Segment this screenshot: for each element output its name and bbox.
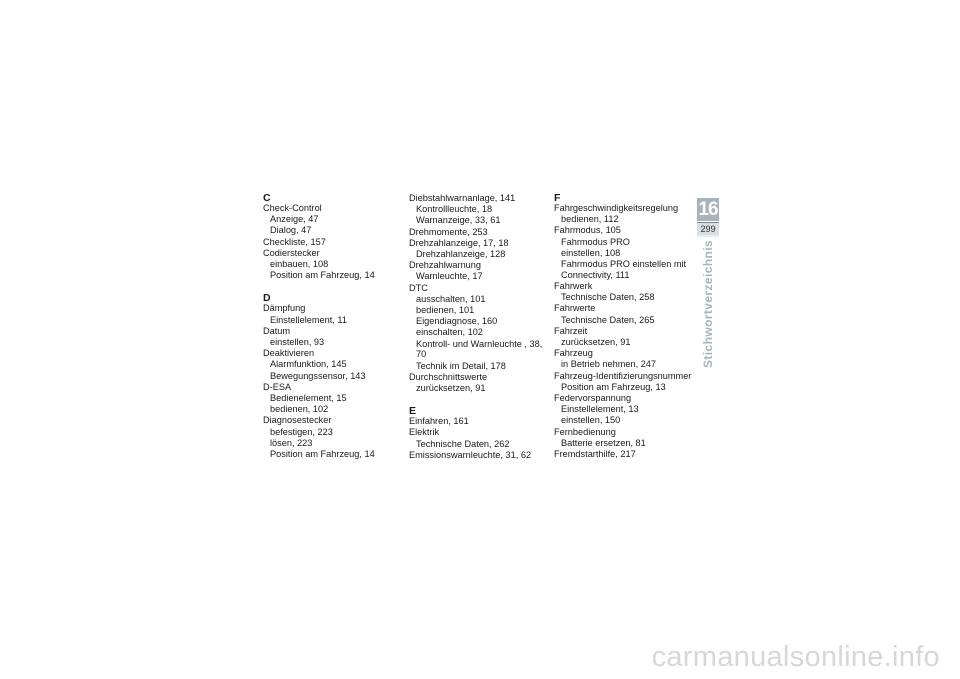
index-column-3 bbox=[554, 193, 694, 460]
index-entry-term: Einfahren, 161 bbox=[409, 416, 469, 427]
index-entry-term: Datum bbox=[263, 325, 291, 336]
index-entry-term: Fremdstarthilfe, 217 bbox=[554, 448, 636, 459]
index-entry bbox=[409, 260, 549, 282]
index-entry bbox=[409, 193, 549, 226]
index-entry bbox=[554, 393, 694, 426]
tab-fade bbox=[697, 235, 719, 237]
index-subentry: Position am Fahrzeug, 13 bbox=[561, 381, 666, 392]
index-subentry: Position am Fahrzeug, 14 bbox=[270, 449, 375, 460]
index-entry bbox=[554, 281, 694, 303]
index-subentry: Kontroll- und Warnleuchte , 38, 70 bbox=[416, 338, 543, 360]
index-subentry: Kontrollleuchte, 18 bbox=[416, 204, 493, 215]
index-letter: F bbox=[554, 192, 561, 204]
index-subentry: einstellen, 108 bbox=[561, 247, 621, 258]
page-number: 299 bbox=[697, 223, 719, 235]
index-entry bbox=[263, 203, 403, 236]
index-entry-term: Elektrik bbox=[409, 427, 440, 438]
index-entry bbox=[263, 237, 403, 248]
index-subentry: einstellen, 93 bbox=[270, 337, 325, 348]
index-subentry: Technik im Detail, 178 bbox=[416, 360, 506, 371]
index-letter: D bbox=[263, 292, 271, 305]
index-subentry: Fahrmodus PRO einstellen mit Connectivity, 111 bbox=[561, 259, 687, 280]
index-subentry: lösen, 223 bbox=[270, 437, 313, 448]
index-entry bbox=[409, 416, 549, 427]
index-entry bbox=[409, 238, 549, 260]
index-subentry: Anzeige, 47 bbox=[270, 214, 319, 225]
index-entry-term: Check-Control bbox=[263, 203, 322, 213]
index-entry-term: Emissionswarnleuchte, 31, 62 bbox=[409, 449, 532, 460]
index-entry bbox=[409, 227, 549, 238]
index-entry-term: Drehzahlanzeige, 17, 18 bbox=[409, 237, 509, 248]
index-entry-term: Fahrmodus, 105 bbox=[554, 225, 621, 236]
index-entry-term: Checkliste, 157 bbox=[263, 236, 326, 247]
index-entry bbox=[554, 371, 694, 393]
index-subentry: Warnanzeige, 33, 61 bbox=[416, 215, 501, 226]
index-letter: C bbox=[263, 192, 271, 204]
index-entry bbox=[263, 248, 403, 281]
index-entry bbox=[263, 303, 403, 325]
index-column-1 bbox=[263, 193, 403, 460]
index-entry-term: Durchschnittswerte bbox=[409, 371, 488, 382]
index-entry bbox=[554, 225, 694, 280]
index-subentry: einstellen, 150 bbox=[561, 415, 621, 426]
index-subentry: bedienen, 112 bbox=[561, 214, 619, 225]
index-entry-term: Diebstahlwarnanlage, 141 bbox=[409, 193, 516, 203]
index-entry bbox=[409, 427, 549, 449]
index-entry bbox=[409, 283, 549, 372]
index-subentry: Bedienelement, 15 bbox=[270, 393, 347, 404]
index-entry-term: D-ESA bbox=[263, 381, 292, 392]
index-entry bbox=[409, 372, 549, 394]
index-entry-term: DTC bbox=[409, 282, 428, 293]
index-entry bbox=[554, 203, 694, 225]
index-subentry: Batterie ersetzen, 81 bbox=[561, 437, 646, 448]
index-subentry: ausschalten, 101 bbox=[416, 293, 486, 304]
index-entry-term: Diagnosestecker bbox=[263, 415, 332, 426]
index-entry bbox=[263, 326, 403, 348]
index-subentry: befestigen, 223 bbox=[270, 426, 333, 437]
index-subentry: Bewegungssensor, 143 bbox=[270, 370, 366, 381]
index-entry-term: Dämpfung bbox=[263, 303, 306, 314]
index-entry-term: Fahrzeit bbox=[554, 325, 588, 336]
chapter-title: Stichwortverzeichnis bbox=[701, 239, 715, 368]
index-entry bbox=[554, 427, 694, 449]
index-subentry: einschalten, 102 bbox=[416, 327, 483, 338]
chapter-number: 16 bbox=[698, 199, 718, 220]
chapter-tab bbox=[697, 198, 719, 237]
index-subentry: Alarmfunktion, 145 bbox=[270, 359, 347, 370]
index-subentry: Einstellelement, 11 bbox=[270, 314, 347, 325]
index-subentry: Fahrmodus PRO bbox=[561, 236, 630, 247]
index-subentry: bedienen, 102 bbox=[270, 404, 329, 415]
index-subentry: Warnleuchte, 17 bbox=[416, 271, 483, 282]
index-subentry: Einstellelement, 13 bbox=[561, 404, 639, 415]
index-entry-term: Drehmomente, 253 bbox=[409, 226, 488, 237]
index-subentry: Dialog, 47 bbox=[270, 225, 312, 236]
index-entry bbox=[409, 450, 549, 461]
index-column-2 bbox=[409, 193, 549, 461]
index-subentry: in Betrieb nehmen, 247 bbox=[561, 359, 657, 370]
index-subentry: Technische Daten, 262 bbox=[416, 438, 510, 449]
index-entry bbox=[263, 348, 403, 381]
index-entry bbox=[263, 415, 403, 459]
index-entry-term: Fahrwerte bbox=[554, 303, 596, 314]
index-entry-term: Fahrgeschwindigkeitsregelung bbox=[554, 203, 679, 213]
index-subentry: Technische Daten, 265 bbox=[561, 314, 655, 325]
index-entry-term: Fahrzeug bbox=[554, 348, 593, 359]
index-entry bbox=[554, 303, 694, 325]
index-entry-term: Codierstecker bbox=[263, 247, 320, 258]
index-entry bbox=[554, 326, 694, 348]
index-subentry: Drehzahlanzeige, 128 bbox=[416, 249, 506, 260]
index-letter: E bbox=[409, 405, 417, 418]
index-subentry: Position am Fahrzeug, 14 bbox=[270, 270, 375, 281]
index-entry-term: Deaktivieren bbox=[263, 348, 315, 359]
index-entry-term: Fernbedienung bbox=[554, 426, 616, 437]
index-subentry: Eigendiagnose, 160 bbox=[416, 316, 498, 327]
index-entry bbox=[554, 449, 694, 460]
watermark: carmanualsonline.info bbox=[651, 641, 940, 673]
index-subentry: einbauen, 108 bbox=[270, 259, 329, 270]
index-entry-term: Drehzahlwarnung bbox=[409, 260, 482, 271]
index-entry bbox=[554, 348, 694, 370]
index-entry-term: Federvorspannung bbox=[554, 392, 632, 403]
index-entry bbox=[263, 382, 403, 415]
index-subentry: zurücksetzen, 91 bbox=[561, 336, 631, 347]
index-subentry: zurücksetzen, 91 bbox=[416, 382, 486, 393]
index-entry-term: Fahrwerk bbox=[554, 280, 593, 291]
index-subentry: bedienen, 101 bbox=[416, 305, 475, 316]
index-entry-term: Fahrzeug-Identifizierungsnummer bbox=[554, 370, 692, 381]
index-subentry: Technische Daten, 258 bbox=[561, 292, 655, 303]
